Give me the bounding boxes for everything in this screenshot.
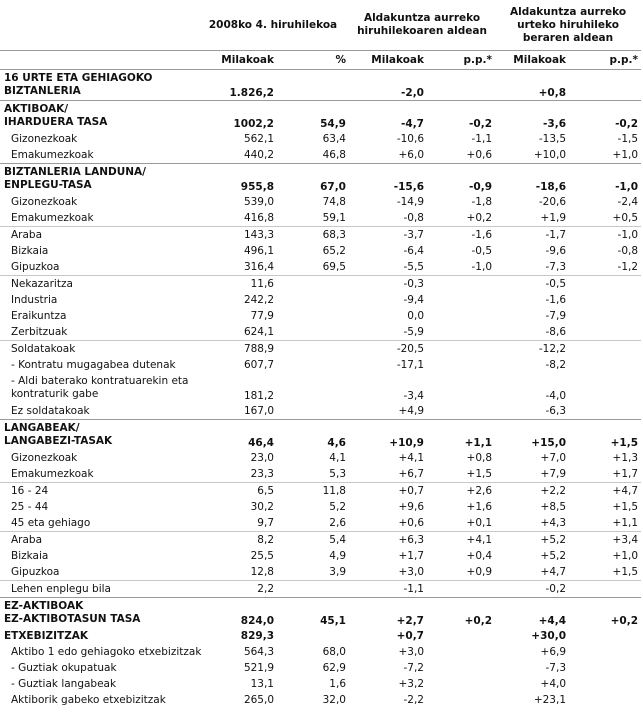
value-prev-pp: +1,6 (466, 500, 493, 513)
value-prev-milakoak: -20,5 (349, 341, 427, 358)
value-milakoak: 496,1 (243, 244, 274, 257)
value-prev-pp (427, 660, 495, 676)
value-prev-milakoak: +2,7 (349, 598, 427, 629)
row-label: Bizkaia (11, 244, 49, 257)
row-label: Araba (0, 532, 197, 549)
row-label-line-2: ENPLEGU-TASA (4, 179, 92, 191)
value-prev-pp: -0,5 (471, 244, 493, 257)
value-prev-pp: -1,8 (471, 195, 493, 208)
value-year-pp: +1,5 (612, 565, 639, 578)
header-unit-milakoak-3: Milakoak (495, 51, 569, 70)
value-year-pp: +1,5 (569, 420, 641, 451)
value-milakoak: 440,2 (243, 148, 274, 161)
row-label: Bizkaia (11, 549, 49, 562)
value-percent: 62,9 (322, 661, 346, 674)
value-prev-pp: -1,1 (471, 132, 493, 145)
value-year-milakoak: +5,2 (540, 549, 567, 562)
value-percent: 54,9 (277, 101, 349, 132)
value-year-milakoak: -18,6 (495, 164, 569, 195)
value-prev-milakoak: +4,1 (398, 451, 424, 464)
value-percent (277, 308, 349, 324)
value-year-pp: +4,7 (569, 483, 641, 500)
value-milakoak: 607,7 (243, 358, 274, 371)
value-milakoak: 25,5 (250, 549, 274, 562)
header-unit-percent: % (277, 51, 349, 70)
table-row (0, 210, 641, 227)
value-prev-pp: -0,2 (427, 101, 495, 132)
value-prev-milakoak: +0,7 (396, 629, 424, 642)
value-percent: 63,4 (322, 132, 346, 145)
value-year-milakoak: -1,7 (495, 227, 569, 244)
row-label-line-1: LANGABEAK/ (4, 422, 80, 434)
value-year-pp: -0,8 (617, 244, 639, 257)
value-prev-pp: +1,1 (427, 420, 495, 451)
value-prev-pp (427, 324, 495, 341)
value-prev-milakoak: -0,3 (349, 276, 427, 293)
value-percent (277, 292, 349, 308)
row-label: - Guztiak langabeak (11, 677, 117, 690)
value-year-pp: -1,0 (569, 164, 641, 195)
value-percent: 69,5 (322, 260, 346, 273)
value-year-pp: -1,0 (569, 227, 641, 244)
value-year-milakoak: +6,9 (540, 645, 567, 658)
table-row (0, 308, 641, 324)
row-label-line-2: BIZTANLERIA (4, 85, 81, 97)
table-row (0, 324, 641, 341)
value-year-pp (569, 403, 641, 420)
value-percent: 5,4 (277, 532, 349, 549)
value-prev-milakoak: -2,2 (403, 693, 424, 706)
value-percent: 68,0 (322, 645, 346, 658)
value-prev-pp (427, 292, 495, 308)
value-prev-pp: -1,6 (427, 227, 495, 244)
value-percent: 4,9 (329, 549, 346, 562)
value-year-milakoak: +4,3 (540, 516, 567, 529)
table-row (0, 276, 641, 293)
row-label: Gizonezkoak (11, 132, 78, 145)
value-prev-pp: +0,9 (466, 565, 493, 578)
value-year-milakoak: +2,2 (495, 483, 569, 500)
value-percent: 11,8 (277, 483, 349, 500)
value-year-milakoak: -7,9 (545, 309, 567, 322)
value-prev-milakoak: -3,4 (403, 390, 424, 402)
row-label-line-2: EZ-AKTIBOTASUN TASA (4, 613, 141, 625)
value-year-pp (569, 644, 641, 660)
value-milakoak: 77,9 (250, 309, 274, 322)
value-prev-milakoak: -4,7 (349, 101, 427, 132)
value-prev-milakoak: +3,0 (398, 645, 424, 658)
table-row (0, 164, 641, 195)
value-milakoak: 6,5 (197, 483, 277, 500)
value-prev-milakoak: -9,4 (403, 293, 424, 306)
value-percent: 46,8 (322, 148, 346, 161)
value-prev-pp (427, 403, 495, 420)
row-label (0, 164, 197, 195)
value-prev-milakoak: -1,1 (349, 581, 427, 598)
value-prev-pp (427, 70, 495, 101)
value-prev-pp: +0,2 (427, 598, 495, 629)
value-year-milakoak: +7,9 (540, 467, 567, 480)
value-percent (277, 357, 349, 373)
header-unit-milakoak-1: Milakoak (197, 51, 277, 70)
value-year-pp: +1,1 (612, 516, 639, 529)
value-year-milakoak: +0,8 (495, 70, 569, 101)
value-prev-milakoak: -7,2 (403, 661, 424, 674)
table-row (0, 483, 641, 500)
value-year-milakoak: -8,2 (545, 358, 567, 371)
value-prev-pp (427, 341, 495, 358)
value-percent: 65,2 (322, 244, 346, 257)
value-year-pp (569, 373, 641, 403)
value-milakoak: 624,1 (243, 325, 274, 338)
row-label: Gizonezkoak (11, 195, 78, 208)
header-row-groups (0, 0, 641, 51)
value-prev-milakoak: +3,0 (398, 565, 424, 578)
header-same-quarter-prev-year: Aldakuntza aurreko urteko hiruhileko beraren aldean (509, 5, 627, 44)
value-year-milakoak: -0,5 (495, 276, 569, 293)
value-year-pp (569, 357, 641, 373)
value-year-pp: -1,5 (617, 132, 639, 145)
value-year-pp (569, 581, 641, 598)
row-label: Aktibo 1 edo gehiagoko etxebizitzak (11, 645, 202, 658)
value-year-pp: -1,2 (617, 260, 639, 273)
row-label: ETXEBIZITZAK (4, 629, 89, 642)
value-prev-pp: -1,0 (471, 260, 493, 273)
value-year-milakoak: +15,0 (495, 420, 569, 451)
value-year-milakoak: -1,6 (545, 293, 567, 306)
value-prev-milakoak: -5,9 (403, 325, 424, 338)
table-row (0, 259, 641, 276)
value-prev-milakoak: -0,8 (403, 211, 424, 224)
value-prev-milakoak: +4,9 (398, 404, 424, 417)
value-year-pp (569, 676, 641, 692)
value-percent (277, 324, 349, 341)
table-row (0, 676, 641, 692)
row-label: - Guztiak okupatuak (11, 661, 117, 674)
row-label-line-1: 16 URTE ETA GEHIAGOKO (4, 72, 153, 84)
value-percent: 74,8 (322, 195, 346, 208)
value-year-pp: -2,4 (617, 195, 639, 208)
value-milakoak: 23,0 (250, 451, 274, 464)
table-row (0, 564, 641, 581)
value-prev-pp: +0,1 (466, 516, 493, 529)
value-milakoak: 539,0 (243, 195, 274, 208)
header-2008: 2008ko 4. hiruhilekoa (208, 18, 338, 31)
value-milakoak: 416,8 (243, 211, 274, 224)
value-prev-milakoak: -15,6 (349, 164, 427, 195)
header-unit-pp-1: p.p.* (427, 51, 495, 70)
value-prev-milakoak: -2,0 (349, 70, 427, 101)
value-year-milakoak: -0,2 (495, 581, 569, 598)
value-prev-milakoak: +6,3 (349, 532, 427, 549)
table-row (0, 357, 641, 373)
value-milakoak: 955,8 (197, 164, 277, 195)
value-year-milakoak: +5,2 (495, 532, 569, 549)
value-year-milakoak: -7,3 (545, 661, 567, 674)
table-row (0, 292, 641, 308)
value-milakoak: 8,2 (197, 532, 277, 549)
value-prev-milakoak: -14,9 (396, 195, 424, 208)
value-percent: 1,6 (329, 677, 346, 690)
row-label: Ez soldatakoak (11, 404, 90, 417)
value-milakoak: 13,1 (250, 677, 274, 690)
row-label: Eraikuntza (11, 309, 67, 322)
value-prev-milakoak: +6,0 (398, 148, 424, 161)
value-percent: 4,6 (277, 420, 349, 451)
header-row-units (0, 51, 641, 70)
header-empty (0, 0, 197, 51)
value-prev-milakoak: +3,2 (398, 677, 424, 690)
row-label: Gipuzkoa (11, 260, 60, 273)
table-row (0, 147, 641, 164)
value-prev-milakoak: +1,7 (398, 549, 424, 562)
value-milakoak: 46,4 (197, 420, 277, 451)
value-prev-pp (427, 357, 495, 373)
value-year-pp (569, 292, 641, 308)
value-year-milakoak: +10,0 (533, 148, 567, 161)
value-percent: 4,1 (329, 451, 346, 464)
row-label-line-1: EZ-AKTIBOAK (4, 600, 84, 612)
row-label: Nekazaritza (0, 276, 197, 293)
value-milakoak: 521,9 (243, 661, 274, 674)
value-percent: 5,2 (329, 500, 346, 513)
value-prev-pp (427, 581, 495, 598)
value-prev-milakoak: -3,7 (349, 227, 427, 244)
row-label-line-2: IHARDUERA TASA (4, 116, 108, 128)
value-milakoak: 1002,2 (197, 101, 277, 132)
value-year-milakoak: +4,4 (495, 598, 569, 629)
row-label-line-1: - Aldi baterako kontratuarekin eta (11, 375, 189, 387)
table-row (0, 644, 641, 660)
value-prev-pp: +4,1 (427, 532, 495, 549)
value-percent: 3,9 (329, 565, 346, 578)
row-label (0, 70, 197, 101)
value-prev-milakoak: +6,7 (398, 467, 424, 480)
table-row (0, 131, 641, 147)
value-milakoak: 167,0 (243, 404, 274, 417)
value-percent (277, 581, 349, 598)
table-row (0, 532, 641, 549)
value-prev-milakoak: 0,0 (407, 309, 424, 322)
value-year-pp (569, 324, 641, 341)
value-year-pp (569, 276, 641, 293)
value-year-milakoak: +23,1 (533, 693, 567, 706)
table-row (0, 227, 641, 244)
value-prev-pp (427, 373, 495, 403)
row-label: - Kontratu mugagabea dutenak (11, 358, 176, 371)
value-milakoak: 143,3 (197, 227, 277, 244)
table-row (0, 628, 641, 644)
table-row (0, 420, 641, 451)
value-prev-pp: +0,4 (466, 549, 493, 562)
value-year-pp: +1,0 (612, 549, 639, 562)
value-percent: 5,3 (329, 467, 346, 480)
row-label: Gizonezkoak (11, 451, 78, 464)
value-year-milakoak: +30,0 (531, 629, 567, 642)
row-label-line-1: AKTIBOAK/ (4, 103, 69, 115)
row-label: Aktiborik gabeko etxebizitzak (11, 693, 166, 706)
value-percent: 68,3 (277, 227, 349, 244)
value-year-milakoak: -12,2 (495, 341, 569, 358)
row-label: 45 eta gehiago (11, 516, 91, 529)
header-unit-pp-2: p.p.* (569, 51, 641, 70)
value-year-milakoak: -3,6 (495, 101, 569, 132)
value-milakoak: 181,2 (243, 390, 274, 402)
value-milakoak: 564,3 (243, 645, 274, 658)
value-milakoak: 829,3 (240, 629, 274, 642)
value-prev-milakoak: +0,7 (349, 483, 427, 500)
value-year-pp: +3,4 (569, 532, 641, 549)
value-milakoak: 1.826,2 (197, 70, 277, 101)
table-row (0, 101, 641, 132)
value-prev-pp (427, 308, 495, 324)
value-percent (277, 403, 349, 420)
table-row (0, 692, 641, 708)
value-prev-pp: +0,8 (466, 451, 493, 464)
row-label: Soldatakoak (0, 341, 197, 358)
value-prev-milakoak: -10,6 (396, 132, 424, 145)
value-prev-milakoak: +10,9 (349, 420, 427, 451)
row-label-line-2: LANGABEZI-TASAK (4, 435, 113, 447)
value-year-milakoak: +7,0 (540, 451, 567, 464)
value-prev-pp (427, 644, 495, 660)
table-row (0, 515, 641, 532)
value-year-pp (569, 70, 641, 101)
value-year-pp: +1,5 (612, 500, 639, 513)
value-prev-milakoak: -5,5 (403, 260, 424, 273)
value-year-milakoak: -6,3 (545, 404, 567, 417)
table-row (0, 548, 641, 564)
value-prev-milakoak: -17,1 (396, 358, 424, 371)
value-year-milakoak: +8,5 (540, 500, 567, 513)
row-label (0, 101, 197, 132)
row-label: Emakumezkoak (11, 148, 94, 161)
value-percent: 32,0 (322, 693, 346, 706)
value-prev-pp: +0,2 (466, 211, 493, 224)
value-year-milakoak: +4,0 (540, 677, 567, 690)
row-label: Gipuzkoa (11, 565, 60, 578)
row-label (0, 373, 197, 403)
value-milakoak: 2,2 (197, 581, 277, 598)
row-label: 25 - 44 (11, 500, 49, 513)
table-row (0, 499, 641, 515)
value-year-pp: +0,5 (612, 211, 639, 224)
value-year-pp: -0,2 (569, 101, 641, 132)
row-label: Araba (0, 227, 197, 244)
value-year-pp (569, 308, 641, 324)
row-label (0, 598, 197, 629)
value-milakoak: 12,8 (250, 565, 274, 578)
table-row (0, 660, 641, 676)
value-percent (277, 373, 349, 403)
value-milakoak: 265,0 (243, 693, 274, 706)
value-year-milakoak: -8,6 (545, 325, 567, 338)
row-label: Industria (11, 293, 58, 306)
table-row (0, 466, 641, 483)
row-label-line-1: BIZTANLERIA LANDUNA/ (4, 166, 147, 178)
table-row (0, 403, 641, 420)
row-label: Lehen enplegu bila (0, 581, 197, 598)
value-milakoak: 23,3 (250, 467, 274, 480)
table-body (0, 70, 641, 709)
value-year-pp: +1,7 (612, 467, 639, 480)
value-percent (277, 70, 349, 101)
row-label: Zerbitzuak (11, 325, 68, 338)
value-prev-pp: +0,6 (466, 148, 493, 161)
value-prev-pp (427, 276, 495, 293)
value-percent (277, 341, 349, 358)
value-year-pp: +0,2 (569, 598, 641, 629)
value-milakoak: 562,1 (243, 132, 274, 145)
value-milakoak: 316,4 (243, 260, 274, 273)
value-year-milakoak: +1,9 (540, 211, 567, 224)
value-year-pp (569, 660, 641, 676)
row-label: Emakumezkoak (11, 211, 94, 224)
table-row (0, 598, 641, 629)
value-prev-pp (427, 628, 495, 644)
table-row (0, 341, 641, 358)
value-year-milakoak: -13,5 (538, 132, 567, 145)
row-label (0, 420, 197, 451)
value-year-milakoak: -20,6 (538, 195, 567, 208)
value-milakoak: 824,0 (197, 598, 277, 629)
value-year-pp (569, 628, 641, 644)
header-unit-empty (0, 51, 197, 70)
value-prev-milakoak: +9,6 (398, 500, 424, 513)
table-row (0, 373, 641, 403)
header-prev-quarter: Aldakuntza aurreko hiruhilekoaren aldean (357, 12, 487, 37)
value-milakoak: 11,6 (197, 276, 277, 293)
table-row (0, 70, 641, 101)
row-label-line-2: kontraturik gabe (11, 388, 99, 400)
value-prev-pp (427, 692, 495, 708)
value-year-milakoak: -9,6 (545, 244, 567, 257)
value-milakoak: 9,7 (257, 516, 274, 529)
value-prev-pp (427, 676, 495, 692)
value-percent (277, 628, 349, 644)
table-row (0, 194, 641, 210)
value-percent: 67,0 (277, 164, 349, 195)
value-prev-pp: +1,5 (466, 467, 493, 480)
value-percent: 45,1 (277, 598, 349, 629)
value-year-pp (569, 692, 641, 708)
row-label: Emakumezkoak (11, 467, 94, 480)
row-label: 16 - 24 (0, 483, 197, 500)
table-row (0, 581, 641, 598)
value-prev-milakoak: +0,6 (398, 516, 424, 529)
value-year-milakoak: +4,7 (540, 565, 567, 578)
value-year-milakoak: -4,0 (545, 390, 567, 402)
value-prev-milakoak: -6,4 (403, 244, 424, 257)
value-percent (277, 276, 349, 293)
value-percent: 2,6 (329, 516, 346, 529)
value-percent: 59,1 (322, 211, 346, 224)
table-row (0, 243, 641, 259)
value-year-pp: +1,3 (612, 451, 639, 464)
value-prev-pp: +2,6 (427, 483, 495, 500)
value-prev-pp: -0,9 (427, 164, 495, 195)
table-row (0, 450, 641, 466)
value-milakoak: 242,2 (243, 293, 274, 306)
value-year-pp: +1,0 (612, 148, 639, 161)
value-milakoak: 30,2 (250, 500, 274, 513)
header-unit-milakoak-2: Milakoak (349, 51, 427, 70)
value-milakoak: 788,9 (197, 341, 277, 358)
value-year-pp (569, 341, 641, 358)
value-year-milakoak: -7,3 (545, 260, 567, 273)
